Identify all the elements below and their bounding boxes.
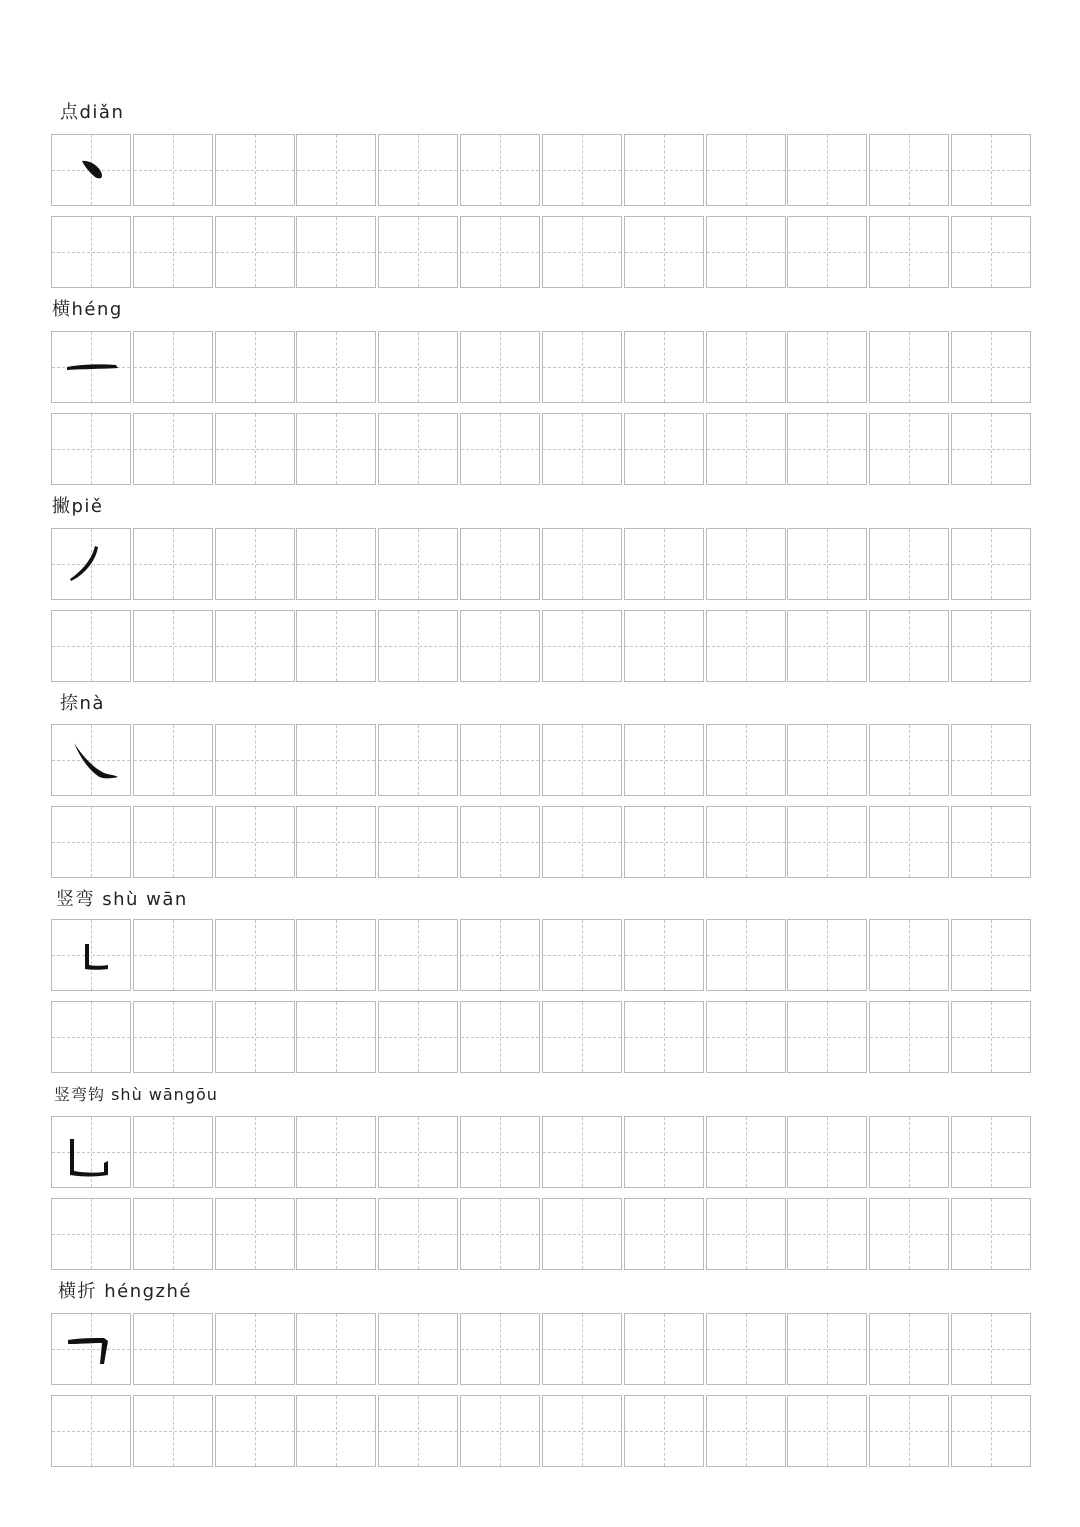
practice-cell [215,724,295,796]
grid-row [51,528,1031,600]
practice-cell [869,413,949,485]
practice-cell [706,1198,786,1270]
grid-row [51,610,1031,682]
practice-cell [624,413,704,485]
practice-cell [296,331,376,403]
practice-cell [460,1313,540,1385]
practice-cell [706,216,786,288]
practice-cell [706,413,786,485]
practice-cell [133,1313,213,1385]
section-label-hengzhe: 横折 héngzhé [58,1281,192,1302]
practice-cell [133,1198,213,1270]
practice-cell [133,1395,213,1467]
practice-cell [215,331,295,403]
practice-cell [51,806,131,878]
practice-cell [51,1001,131,1073]
practice-cell [624,331,704,403]
practice-cell [869,1198,949,1270]
practice-cell [624,610,704,682]
practice-cell [378,413,458,485]
practice-cell [378,331,458,403]
practice-cell [133,216,213,288]
practice-cell [869,724,949,796]
practice-cell [706,528,786,600]
practice-cell [624,134,704,206]
practice-cell [624,1198,704,1270]
practice-cell [951,331,1031,403]
practice-cell [542,1198,622,1270]
practice-cell [378,1001,458,1073]
practice-cell [460,1116,540,1188]
practice-cell [51,528,131,600]
practice-cell [787,528,867,600]
practice-cell [869,1001,949,1073]
practice-cell [624,919,704,991]
section-label-pie: 撇piě [52,496,104,517]
section-label-heng: 横héng [52,299,123,320]
practice-cell [706,919,786,991]
practice-cell [296,1198,376,1270]
practice-cell [951,1395,1031,1467]
grid-row [51,724,1031,796]
shuwangou-stroke-icon [52,1117,130,1187]
practice-cell [624,1313,704,1385]
practice-cell [787,1116,867,1188]
practice-cell [460,1001,540,1073]
practice-cell [51,724,131,796]
practice-cell [296,1313,376,1385]
practice-cell [215,413,295,485]
grid-row [51,1001,1031,1073]
practice-cell [460,528,540,600]
practice-cell [378,724,458,796]
practice-cell [133,724,213,796]
practice-cell [542,1395,622,1467]
practice-cell [51,216,131,288]
practice-cell [706,1116,786,1188]
practice-cell [542,528,622,600]
practice-cell [787,134,867,206]
practice-cell [787,724,867,796]
practice-cell [460,919,540,991]
section-label-shuwan: 竖弯 shù wān [56,889,188,910]
practice-cell [787,413,867,485]
section-label-dian: 点diǎn [60,102,125,123]
practice-cell [542,331,622,403]
practice-cell [133,331,213,403]
practice-cell [215,1313,295,1385]
practice-cell [869,331,949,403]
practice-cell [787,1001,867,1073]
practice-cell [378,610,458,682]
grid-row [51,1395,1031,1467]
heng-stroke-icon [52,332,130,402]
practice-cell [542,724,622,796]
practice-cell [296,724,376,796]
practice-cell [624,216,704,288]
practice-cell [133,1116,213,1188]
practice-cell [542,413,622,485]
practice-cell [460,216,540,288]
practice-cell [296,919,376,991]
practice-cell [378,1116,458,1188]
grid-row [51,413,1031,485]
practice-cell [215,919,295,991]
practice-cell [378,1313,458,1385]
dian-stroke-icon [52,135,130,205]
practice-cell [51,1313,131,1385]
practice-cell [624,724,704,796]
practice-cell [869,919,949,991]
practice-cell [869,806,949,878]
practice-cell [215,610,295,682]
practice-cell [542,1116,622,1188]
practice-cell [133,919,213,991]
practice-cell [215,806,295,878]
practice-cell [706,134,786,206]
practice-cell [51,610,131,682]
practice-cell [133,528,213,600]
practice-cell [296,1395,376,1467]
pie-stroke-icon [52,529,130,599]
practice-cell [460,1198,540,1270]
practice-cell [951,413,1031,485]
practice-cell [951,1313,1031,1385]
practice-cell [133,134,213,206]
practice-cell [624,528,704,600]
practice-cell [951,528,1031,600]
grid-row [51,1198,1031,1270]
practice-cell [378,216,458,288]
practice-cell [215,1116,295,1188]
practice-cell [296,1116,376,1188]
practice-cell [51,1116,131,1188]
na-stroke-icon [52,725,130,795]
section-label-na: 捺nà [60,693,105,714]
practice-cell [706,806,786,878]
grid-row [51,1313,1031,1385]
practice-cell [706,610,786,682]
practice-cell [460,610,540,682]
practice-cell [624,1001,704,1073]
practice-cell [787,1395,867,1467]
practice-cell [706,1001,786,1073]
grid-row [51,1116,1031,1188]
practice-cell [51,413,131,485]
practice-cell [51,1198,131,1270]
practice-cell [624,1116,704,1188]
practice-cell [378,919,458,991]
practice-cell [869,610,949,682]
grid-row [51,216,1031,288]
practice-cell [787,806,867,878]
section-label-shuwangou: 竖弯钩 shù wāngōu [54,1085,218,1104]
practice-cell [869,1116,949,1188]
practice-cell [378,806,458,878]
practice-cell [787,919,867,991]
practice-cell [706,1395,786,1467]
practice-cell [869,528,949,600]
practice-cell [51,134,131,206]
practice-cell [296,806,376,878]
practice-cell [133,1001,213,1073]
grid-row [51,806,1031,878]
practice-cell [133,413,213,485]
practice-cell [460,806,540,878]
practice-cell [215,216,295,288]
practice-cell [951,610,1031,682]
practice-cell [706,1313,786,1385]
practice-cell [215,1395,295,1467]
practice-cell [869,1395,949,1467]
practice-cell [542,610,622,682]
practice-cell [787,610,867,682]
practice-cell [706,331,786,403]
practice-cell [378,1198,458,1270]
practice-cell [787,216,867,288]
practice-cell [787,1198,867,1270]
practice-cell [378,528,458,600]
practice-cell [951,1116,1031,1188]
practice-cell [542,806,622,878]
practice-cell [215,1198,295,1270]
practice-cell [951,806,1031,878]
practice-cell [542,1001,622,1073]
practice-cell [296,216,376,288]
practice-cell [951,919,1031,991]
grid-row [51,331,1031,403]
practice-cell [869,134,949,206]
practice-cell [869,216,949,288]
practice-cell [51,919,131,991]
practice-cell [542,134,622,206]
grid-row [51,134,1031,206]
practice-cell [542,216,622,288]
practice-cell [378,1395,458,1467]
practice-cell [706,724,786,796]
practice-cell [378,134,458,206]
practice-cell [624,806,704,878]
practice-cell [215,528,295,600]
practice-cell [215,1001,295,1073]
practice-cell [460,331,540,403]
practice-cell [460,724,540,796]
practice-cell [133,806,213,878]
practice-cell [51,331,131,403]
practice-cell [542,919,622,991]
practice-cell [51,1395,131,1467]
practice-cell [951,216,1031,288]
practice-cell [460,413,540,485]
practice-cell [215,134,295,206]
practice-cell [951,724,1031,796]
practice-cell [951,1198,1031,1270]
practice-cell [542,1313,622,1385]
practice-cell [296,134,376,206]
hengzhe-stroke-icon [52,1314,130,1384]
practice-cell [951,134,1031,206]
practice-cell [296,1001,376,1073]
practice-cell [296,610,376,682]
practice-cell [787,1313,867,1385]
practice-cell [460,1395,540,1467]
grid-row [51,919,1031,991]
practice-cell [460,134,540,206]
practice-cell [787,331,867,403]
practice-cell [951,1001,1031,1073]
practice-cell [133,610,213,682]
practice-cell [869,1313,949,1385]
practice-cell [296,413,376,485]
shuwan-stroke-icon [52,920,130,990]
practice-cell [296,528,376,600]
practice-cell [624,1395,704,1467]
